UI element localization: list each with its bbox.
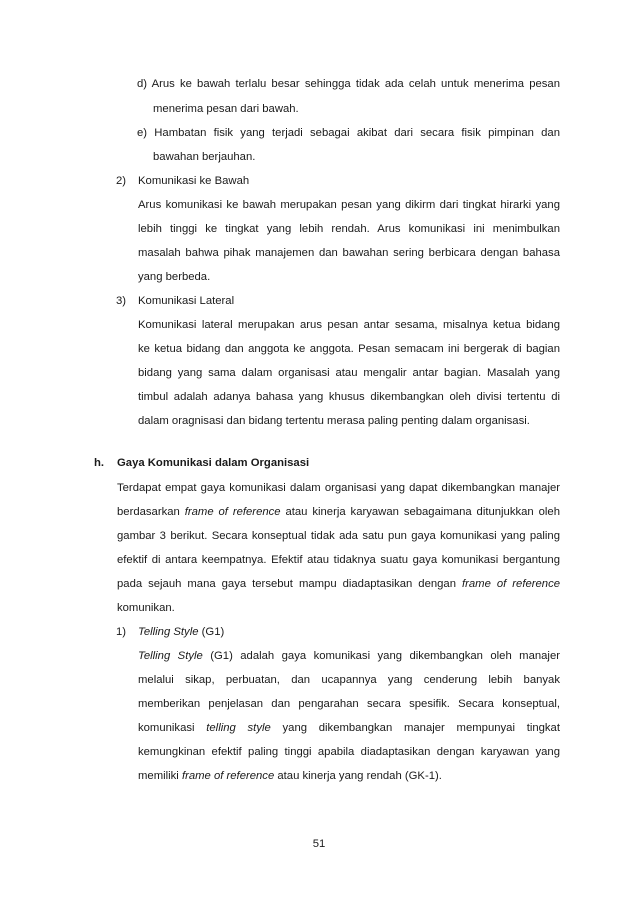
italic-term: frame of reference — [462, 578, 561, 590]
paragraph-line: timbul adalah adanya bahasa yang khusus dikembangkan oleh divisi tertentu di — [138, 391, 560, 403]
item-number-3: 3) — [116, 295, 127, 307]
section-heading: Gaya Komunikasi dalam Organisasi — [117, 457, 310, 469]
paragraph-line: gambar 3 berikut. Secara konseptual tidak ada satu pun gaya komunikasi yang paling — [117, 530, 560, 542]
subheading-telling-style — [138, 625, 224, 639]
text-run: berdasarkan — [117, 506, 185, 518]
paragraph-line — [117, 505, 560, 519]
text-run: komunikasi — [138, 722, 207, 734]
text-run: atau kinerja yang rendah (GK-1). — [274, 770, 442, 782]
list-item-e: e) Hambatan fisik yang terjadi sebagai akibat dari secara fisik pimpinan dan — [137, 127, 560, 139]
paragraph-line — [138, 649, 560, 663]
paragraph-line — [138, 769, 442, 783]
italic-term: Telling Style — [138, 650, 203, 662]
paragraph-line — [117, 577, 560, 591]
text-run: atau kinerja karyawan sebagaimana ditunjukkan oleh — [280, 506, 560, 518]
list-item-d-cont: menerima pesan dari bawah. — [153, 103, 299, 115]
italic-term: frame of reference — [181, 770, 275, 782]
italic-term: Telling Style — [138, 626, 199, 638]
paragraph-line: Terdapat empat gaya komunikasi dalam organisasi yang dapat dikembangkan manajer — [117, 482, 560, 494]
subheading-komunikasi-ke-bawah: Komunikasi ke Bawah — [138, 175, 250, 187]
italic-term: frame of reference — [184, 506, 281, 518]
text-run: (G1) adalah gaya komunikasi yang dikembangkan oleh manajer — [202, 650, 560, 662]
paragraph-line: bidang yang sama dalam organisasi atau mengalir antar bagian. Masalah yang — [138, 367, 560, 379]
paragraph-line: melalui sikap, perbuatan, dan ucapannya yang cenderung lebih banyak — [138, 674, 560, 686]
item-number-2: 2) — [116, 175, 127, 187]
paragraph-line: memberikan penjelasan dan pengarahan secara spesifik. Secara konseptual, — [138, 698, 560, 710]
paragraph-line: kemungkinan efektif paling tinggi apabila diadaptasikan dengan karyawan yang — [138, 746, 560, 758]
list-item-d: d) Arus ke bawah terlalu besar sehingga tidak ada celah untuk menerima pesan — [137, 78, 560, 90]
paragraph-line: efektif di antara keempatnya. Efektif atau tidaknya suatu gaya komunikasi bergantung — [117, 554, 560, 566]
paragraph-line: yang berbeda. — [138, 271, 211, 283]
page-number: 51 — [312, 838, 326, 850]
paragraph-line: masalah bahwa pihak manajemen dan bawahan sering berbicara dengan bahasa — [138, 247, 560, 259]
paragraph-line: Komunikasi lateral merupakan arus pesan antar sesama, misalnya ketua bidang — [138, 319, 560, 331]
item-number-1: 1) — [116, 626, 127, 638]
list-item-e-cont: bawahan berjauhan. — [153, 151, 256, 163]
paragraph-line — [138, 721, 560, 735]
text-run: (G1) — [198, 626, 225, 638]
paragraph-line: dalam oragnisasi dan bidang tertentu merasa paling penting dalam organisasi. — [138, 415, 530, 427]
paragraph-line: komunikan. — [117, 602, 175, 614]
paragraph-line: Arus komunikasi ke bawah merupakan pesan yang dikirm dari tingkat hirarki yang — [138, 199, 560, 211]
subheading-komunikasi-lateral: Komunikasi Lateral — [138, 295, 235, 307]
italic-term: telling style — [206, 722, 271, 734]
text-run: yang dikembangkan manajer mempunyai tingkat — [270, 722, 560, 734]
text-run: pada sejauh mana gaya tersebut mampu diadaptasikan dengan — [117, 578, 462, 590]
text-run: memiliki — [138, 770, 182, 782]
section-number-h: h. — [94, 457, 105, 469]
paragraph-line: lebih tinggi ke tingkat yang lebih rendah. Arus komunikasi ini menimbulkan — [138, 223, 560, 235]
paragraph-line: ke ketua bidang dan anggota ke anggota. Pesan semacam ini bergerak di bagian — [138, 343, 560, 355]
